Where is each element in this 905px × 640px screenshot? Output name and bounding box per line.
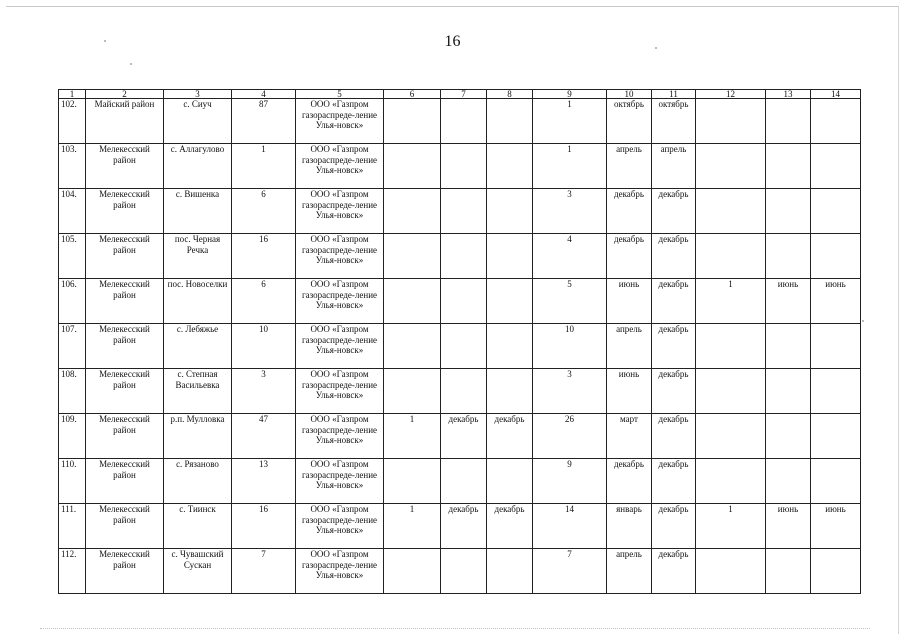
- table-cell: декабрь: [652, 324, 696, 369]
- column-number-header: 6: [384, 90, 441, 99]
- table-cell: июнь: [607, 369, 652, 414]
- table-cell: Майский район: [86, 99, 164, 144]
- table-row: [59, 279, 861, 324]
- scan-speck: [104, 40, 106, 42]
- table-cell: 104.: [59, 189, 86, 234]
- table-cell: [766, 549, 811, 594]
- table-cell: [766, 189, 811, 234]
- table-cell: [384, 144, 441, 189]
- table-cell: [696, 459, 766, 504]
- table-cell: [487, 189, 533, 234]
- table-cell: [487, 324, 533, 369]
- table-cell: [766, 234, 811, 279]
- page-border-top: [6, 6, 899, 7]
- table-cell: [811, 369, 861, 414]
- table-cell: 1: [384, 414, 441, 459]
- table-cell: с. Вишенка: [164, 189, 232, 234]
- table-cell: [384, 324, 441, 369]
- table-cell: 105.: [59, 234, 86, 279]
- table-row: [59, 414, 861, 459]
- table-cell: 5: [533, 279, 607, 324]
- table-cell: [384, 549, 441, 594]
- table-cell: 111.: [59, 504, 86, 549]
- table-cell: 1: [696, 279, 766, 324]
- table-cell: ООО «Газпром газораспреде-ление Улья-новск»: [296, 234, 384, 279]
- table-cell: 6: [232, 279, 296, 324]
- table-cell: [441, 144, 487, 189]
- column-number-header: 10: [607, 90, 652, 99]
- table-cell: ООО «Газпром газораспреде-ление Улья-новск»: [296, 459, 384, 504]
- table-cell: ООО «Газпром газораспреде-ление Улья-новск»: [296, 324, 384, 369]
- scan-speck: [655, 47, 657, 49]
- table-row: [59, 459, 861, 504]
- table-cell: декабрь: [652, 414, 696, 459]
- table-cell: [487, 459, 533, 504]
- schedule-table: [58, 89, 861, 594]
- table-cell: 4: [533, 234, 607, 279]
- table-cell: [811, 324, 861, 369]
- table-cell: 1: [232, 144, 296, 189]
- table-cell: апрель: [607, 549, 652, 594]
- table-cell: [384, 189, 441, 234]
- column-number-header: 7: [441, 90, 487, 99]
- table-cell: ООО «Газпром газораспреде-ление Улья-новск»: [296, 549, 384, 594]
- table-cell: 16: [232, 504, 296, 549]
- scan-artifact-line: [40, 628, 870, 631]
- table-cell: [696, 549, 766, 594]
- table-cell: 87: [232, 99, 296, 144]
- column-number-header: 4: [232, 90, 296, 99]
- table-cell: с. Рязаново: [164, 459, 232, 504]
- table-cell: 47: [232, 414, 296, 459]
- scan-speck: [130, 63, 132, 65]
- table-cell: [811, 459, 861, 504]
- table-cell: Мелекесский район: [86, 459, 164, 504]
- table-cell: Мелекесский район: [86, 189, 164, 234]
- table-cell: ООО «Газпром газораспреде-ление Улья-новск»: [296, 414, 384, 459]
- table-cell: апрель: [607, 144, 652, 189]
- table-cell: 16: [232, 234, 296, 279]
- table-cell: [384, 99, 441, 144]
- table-cell: с. Чувашский Сускан: [164, 549, 232, 594]
- table-cell: 9: [533, 459, 607, 504]
- table-cell: Мелекесский район: [86, 414, 164, 459]
- table-cell: 13: [232, 459, 296, 504]
- table-cell: [811, 144, 861, 189]
- table-cell: [766, 369, 811, 414]
- table-cell: январь: [607, 504, 652, 549]
- table-cell: декабрь: [441, 414, 487, 459]
- table-cell: ООО «Газпром газораспреде-ление Улья-новск»: [296, 144, 384, 189]
- table-row: [59, 504, 861, 549]
- table-cell: октябрь: [652, 99, 696, 144]
- table-cell: [811, 414, 861, 459]
- table-cell: [487, 369, 533, 414]
- table-cell: 10: [232, 324, 296, 369]
- table-row: [59, 144, 861, 189]
- table-cell: [441, 549, 487, 594]
- column-number-header: 11: [652, 90, 696, 99]
- table-cell: декабрь: [652, 279, 696, 324]
- table-cell: [487, 144, 533, 189]
- table-cell: Мелекесский район: [86, 234, 164, 279]
- table-cell: [487, 279, 533, 324]
- column-number-header: 5: [296, 90, 384, 99]
- table-cell: декабрь: [607, 459, 652, 504]
- table-row: [59, 549, 861, 594]
- table-cell: [384, 234, 441, 279]
- column-number-header: 13: [766, 90, 811, 99]
- column-number-header: 12: [696, 90, 766, 99]
- table-cell: 1: [533, 144, 607, 189]
- table-cell: 110.: [59, 459, 86, 504]
- column-number-header: 3: [164, 90, 232, 99]
- table-cell: [696, 234, 766, 279]
- page-border-right: [898, 6, 899, 634]
- table-cell: [441, 324, 487, 369]
- column-number-header: 14: [811, 90, 861, 99]
- column-number-header: 8: [487, 90, 533, 99]
- table-cell: 109.: [59, 414, 86, 459]
- table-cell: пос. Новоселки: [164, 279, 232, 324]
- table-cell: [441, 189, 487, 234]
- table-cell: декабрь: [607, 234, 652, 279]
- table-cell: [384, 459, 441, 504]
- table-cell: 7: [533, 549, 607, 594]
- table-cell: Мелекесский район: [86, 324, 164, 369]
- table-cell: июнь: [811, 279, 861, 324]
- table-cell: [696, 99, 766, 144]
- table-cell: ООО «Газпром газораспреде-ление Улья-новск»: [296, 99, 384, 144]
- header-row: [59, 90, 861, 99]
- table-cell: с. Сиуч: [164, 99, 232, 144]
- table-cell: Мелекесский район: [86, 279, 164, 324]
- table-cell: декабрь: [607, 189, 652, 234]
- table-cell: 102.: [59, 99, 86, 144]
- table-cell: декабрь: [652, 369, 696, 414]
- table-cell: [441, 99, 487, 144]
- table-cell: [384, 279, 441, 324]
- table-cell: декабрь: [652, 504, 696, 549]
- table-cell: пос. Черная Речка: [164, 234, 232, 279]
- table-cell: декабрь: [652, 459, 696, 504]
- column-number-header: 1: [59, 90, 86, 99]
- scan-speck: [862, 320, 864, 322]
- table-cell: 3: [533, 369, 607, 414]
- table-cell: апрель: [652, 144, 696, 189]
- table-row: [59, 234, 861, 279]
- table-cell: [441, 279, 487, 324]
- table-cell: 103.: [59, 144, 86, 189]
- table-cell: 6: [232, 189, 296, 234]
- table-cell: декабрь: [487, 504, 533, 549]
- table-cell: декабрь: [487, 414, 533, 459]
- table-cell: [441, 369, 487, 414]
- table-cell: [811, 234, 861, 279]
- table-row: [59, 99, 861, 144]
- table-cell: с. Лебяжье: [164, 324, 232, 369]
- table-cell: 106.: [59, 279, 86, 324]
- table-cell: [696, 189, 766, 234]
- table-cell: июнь: [607, 279, 652, 324]
- table-cell: июнь: [766, 504, 811, 549]
- column-number-header: 9: [533, 90, 607, 99]
- table-cell: март: [607, 414, 652, 459]
- table-cell: [487, 234, 533, 279]
- table-cell: с. Аллагулово: [164, 144, 232, 189]
- table-cell: Мелекесский район: [86, 549, 164, 594]
- column-number-header: 2: [86, 90, 164, 99]
- table-row: [59, 189, 861, 234]
- table-cell: [766, 144, 811, 189]
- table-cell: декабрь: [652, 189, 696, 234]
- table-cell: [696, 414, 766, 459]
- table-cell: [441, 459, 487, 504]
- table-cell: р.п. Мулловка: [164, 414, 232, 459]
- table-row: [59, 369, 861, 414]
- table-cell: с. Тиинск: [164, 504, 232, 549]
- table-cell: [696, 369, 766, 414]
- table-cell: 108.: [59, 369, 86, 414]
- table-cell: с. Степная Васильевка: [164, 369, 232, 414]
- table-cell: [766, 459, 811, 504]
- table-cell: ООО «Газпром газораспреде-ление Улья-новск»: [296, 189, 384, 234]
- table-cell: 1: [384, 504, 441, 549]
- table-cell: ООО «Газпром газораспреде-ление Улья-новск»: [296, 504, 384, 549]
- table-cell: [441, 234, 487, 279]
- table-cell: декабрь: [441, 504, 487, 549]
- table-cell: 107.: [59, 324, 86, 369]
- table-cell: Мелекесский район: [86, 504, 164, 549]
- table-cell: [696, 144, 766, 189]
- table-cell: [811, 549, 861, 594]
- table-cell: [811, 99, 861, 144]
- table-cell: Мелекесский район: [86, 144, 164, 189]
- table-cell: декабрь: [652, 234, 696, 279]
- table-cell: 14: [533, 504, 607, 549]
- table-cell: июнь: [766, 279, 811, 324]
- table-cell: [487, 549, 533, 594]
- table-cell: [766, 324, 811, 369]
- table-cell: 7: [232, 549, 296, 594]
- table-cell: [384, 369, 441, 414]
- table-cell: 26: [533, 414, 607, 459]
- table-cell: [487, 99, 533, 144]
- table-cell: [766, 414, 811, 459]
- table-cell: [696, 324, 766, 369]
- page-number: 16: [444, 33, 461, 50]
- table-cell: [811, 189, 861, 234]
- table-cell: апрель: [607, 324, 652, 369]
- table-cell: 112.: [59, 549, 86, 594]
- table-cell: 1: [533, 99, 607, 144]
- table-cell: 3: [533, 189, 607, 234]
- table-cell: декабрь: [652, 549, 696, 594]
- table-row: [59, 324, 861, 369]
- table-cell: ООО «Газпром газораспреде-ление Улья-новск»: [296, 279, 384, 324]
- table-cell: июнь: [811, 504, 861, 549]
- table-cell: октябрь: [607, 99, 652, 144]
- table-cell: Мелекесский район: [86, 369, 164, 414]
- table-cell: 10: [533, 324, 607, 369]
- table-cell: ООО «Газпром газораспреде-ление Улья-новск»: [296, 369, 384, 414]
- table-cell: 1: [696, 504, 766, 549]
- table-cell: [766, 99, 811, 144]
- table-cell: 3: [232, 369, 296, 414]
